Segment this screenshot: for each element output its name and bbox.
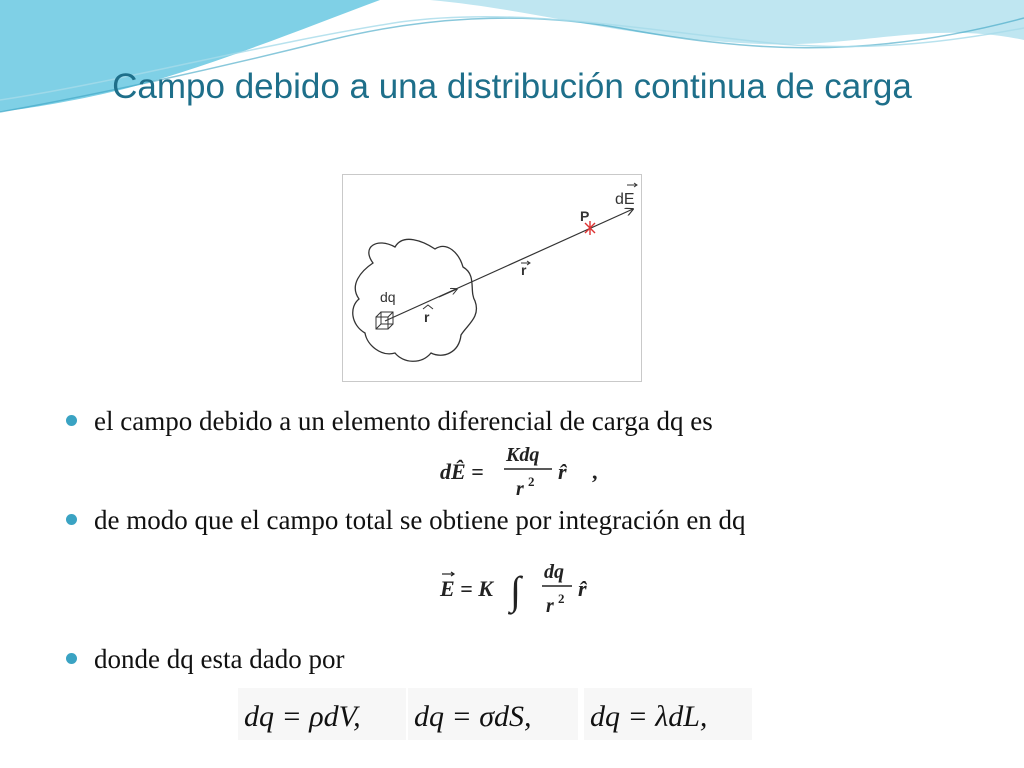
svg-text:dq = λdL,: dq = λdL,: [590, 700, 708, 733]
bullet-dot-icon: [66, 653, 77, 664]
bullet-item-3: [66, 640, 946, 678]
unit-vector-arrow: [439, 289, 457, 297]
position-vector-r: [385, 209, 633, 321]
svg-text:r̂: r̂: [578, 576, 587, 601]
formula-total-field: [436, 552, 606, 624]
svg-text:dq: dq: [544, 561, 564, 583]
formula-volume-charge: [238, 688, 406, 740]
svg-text:dE: dE: [615, 191, 635, 208]
formula-differential-field: [436, 438, 616, 502]
svg-text:,: ,: [592, 459, 598, 484]
svg-text:r̂: r̂: [558, 459, 567, 484]
formula-line-charge: [584, 688, 752, 740]
svg-text:2: 2: [558, 591, 565, 606]
svg-text:r: r: [424, 309, 430, 325]
r-vector-label: [521, 261, 530, 278]
charge-distribution-diagram: [343, 175, 641, 381]
bullet-text-1: el campo debido a un elemento diferencial de carga dq es: [94, 406, 713, 436]
svg-text:r: r: [516, 478, 524, 500]
svg-text:E = K: E = K: [440, 576, 493, 601]
r-hat-label: [423, 305, 433, 325]
bullet-text-2: de modo que el campo total se obtiene por integración en dq: [94, 505, 746, 535]
dq-label: dq: [380, 289, 396, 305]
slide-title: Campo debido a una distribución continua de carga: [112, 67, 912, 106]
svg-text:r: r: [546, 595, 554, 617]
svg-text:2: 2: [528, 474, 535, 489]
svg-text:dq = ρdV,: dq = ρdV,: [244, 700, 361, 733]
svg-text:dq = σdS,: dq = σdS,: [414, 700, 532, 733]
bullet-text-3: donde dq esta dado por: [94, 644, 345, 674]
point-p-label: P: [580, 208, 590, 224]
svg-text:dÊ =: dÊ =: [440, 459, 484, 484]
formula-surface-charge: [408, 688, 578, 740]
dq-cube-icon: [376, 312, 393, 329]
charge-distribution-figure: [342, 174, 642, 382]
bullet-item-1: [66, 402, 946, 440]
bullet-item-2: [66, 501, 946, 539]
svg-text:r: r: [521, 262, 527, 278]
bullet-dot-icon: [66, 514, 77, 525]
bullet-dot-icon: [66, 415, 77, 426]
svg-text:Kdq: Kdq: [506, 444, 540, 466]
charge-region-outline: [353, 239, 477, 361]
de-vector-label: [615, 183, 637, 208]
svg-text:∫: ∫: [510, 568, 521, 613]
